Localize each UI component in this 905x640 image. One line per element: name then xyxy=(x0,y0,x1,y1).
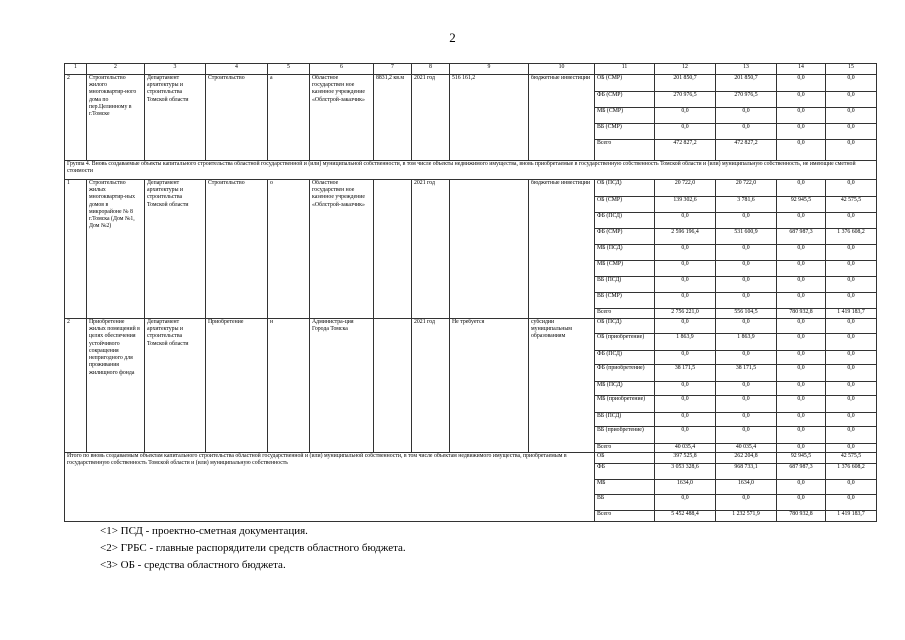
amount-cell: 0,0 xyxy=(826,180,877,197)
amount-cell: 0,0 xyxy=(826,213,877,229)
amount-cell: 531 600,9 xyxy=(716,229,777,245)
amount-cell: 0,0 xyxy=(716,319,777,334)
amount-cell: 0,0 xyxy=(655,427,716,444)
amount-cell: 0,0 xyxy=(826,396,877,413)
amount-cell: 270 976,5 xyxy=(716,92,777,108)
amount-cell: 0,0 xyxy=(655,319,716,334)
amount-cell: 0,0 xyxy=(777,495,826,511)
object-name: Строительство жилых многоквартир-ных домов в микрорайоне № 8 г.Томска (Дом №1, Дом №2) xyxy=(87,180,145,319)
funding-source: ВБ xyxy=(595,495,655,511)
amount-cell: 0,0 xyxy=(826,92,877,108)
amount-cell: 0,0 xyxy=(716,293,777,309)
group-4-title: Группа 4. Вновь создаваемые объекты капитального строительства областной государственной и (или) муниципальной собственности, в том числе объекты недвижимого имущества, вновь приобретаемые в государственную собственность Томской области и (или) муниципальную собственность, не имеющие сметной стоимости xyxy=(65,161,877,180)
funding-source: ФБ (СМР) xyxy=(595,229,655,245)
amount-cell: 0,0 xyxy=(777,319,826,334)
object-year: 2021 год xyxy=(412,319,450,453)
object-customer: Администра-ция Города Томска xyxy=(310,319,374,453)
amount-cell: 0,0 xyxy=(777,75,826,92)
amount-cell: 0,0 xyxy=(655,213,716,229)
amount-cell: 0,0 xyxy=(777,213,826,229)
column-number-5: 5 xyxy=(268,64,310,75)
amount-cell: 0,0 xyxy=(655,277,716,293)
amount-cell: 42 575,5 xyxy=(826,197,877,213)
object-name: Строительство жилого многоквартир-ного дома по пер.Целинному в г.Томске xyxy=(87,75,145,161)
column-number-2: 2 xyxy=(87,64,145,75)
amount-cell: 0,0 xyxy=(777,427,826,444)
funding-source: МБ (СМР) xyxy=(595,261,655,277)
funding-source: ВБ (СМР) xyxy=(595,293,655,309)
funding-source: ОБ (приобретение) xyxy=(595,334,655,351)
amount-cell: 687 987,3 xyxy=(777,464,826,480)
amount-cell: 1 376 608,2 xyxy=(826,464,877,480)
amount-cell: 1634,0 xyxy=(716,480,777,495)
amount-cell: 472 827,2 xyxy=(655,140,716,161)
object-no: 2 xyxy=(65,319,87,453)
amount-cell: 0,0 xyxy=(777,124,826,140)
object-mechanism: бюджетные инвестиции xyxy=(529,180,595,319)
amount-cell: 0,0 xyxy=(716,427,777,444)
column-number-4: 4 xyxy=(206,64,268,75)
column-number-10: 10 xyxy=(529,64,595,75)
amount-cell: 38 171,5 xyxy=(716,365,777,382)
amount-cell: 0,0 xyxy=(777,365,826,382)
page-number: 2 xyxy=(449,30,456,45)
amount-cell: 0,0 xyxy=(655,261,716,277)
object-customer: Областное государствен ное казенное учреждение «Облстрой-заказчик» xyxy=(310,75,374,161)
amount-cell: 0,0 xyxy=(655,293,716,309)
amount-cell: 0,0 xyxy=(826,365,877,382)
object-grbs: Департамент архитектуры и строительства Томской области xyxy=(145,319,206,453)
amount-cell: 3 781,6 xyxy=(716,197,777,213)
amount-cell: 201 850,7 xyxy=(716,75,777,92)
amount-cell: 0,0 xyxy=(716,277,777,293)
funding-source: ОБ xyxy=(595,453,655,464)
amount-cell: 968 733,1 xyxy=(716,464,777,480)
amount-cell: 0,0 xyxy=(826,413,877,427)
amount-cell: 0,0 xyxy=(655,495,716,511)
funding-source: ОБ (СМР) xyxy=(595,75,655,92)
amount-cell: 0,0 xyxy=(716,396,777,413)
amount-cell: 1 232 571,9 xyxy=(716,511,777,522)
column-number-7: 7 xyxy=(374,64,412,75)
amount-cell: 0,0 xyxy=(777,140,826,161)
amount-cell: 0,0 xyxy=(777,92,826,108)
funding-source: МБ (ПСД) xyxy=(595,382,655,396)
object-status: н xyxy=(268,319,310,453)
amount-cell: 92 945,5 xyxy=(777,453,826,464)
group-title-row xyxy=(65,161,877,180)
funding-source: ФБ xyxy=(595,464,655,480)
footnote-ob: <3> ОБ - средства областного бюджета. xyxy=(100,559,286,571)
capital-construction-table xyxy=(64,63,877,522)
object-name: Приобретение жилых помещений в целях обеспечения устойчивого сокращения непригодного для проживания жилищного фонда xyxy=(87,319,145,453)
amount-cell: 0,0 xyxy=(777,261,826,277)
amount-cell: 0,0 xyxy=(826,277,877,293)
object-capacity xyxy=(374,180,412,319)
amount-cell: 780 932,8 xyxy=(777,511,826,522)
amount-cell: 0,0 xyxy=(826,427,877,444)
amount-cell: 42 575,5 xyxy=(826,453,877,464)
amount-cell: 0,0 xyxy=(777,396,826,413)
amount-cell: 1 376 608,2 xyxy=(826,229,877,245)
table-row xyxy=(65,75,877,92)
funding-source: ВБ (СМР) xyxy=(595,124,655,140)
amount-cell: 0,0 xyxy=(777,351,826,365)
column-number-9: 9 xyxy=(450,64,529,75)
header-row xyxy=(65,64,877,75)
object-kind: Строительство xyxy=(206,180,268,319)
amount-cell: 0,0 xyxy=(655,351,716,365)
amount-cell: 40 035,4 xyxy=(655,444,716,453)
amount-cell: 0,0 xyxy=(826,351,877,365)
object-mechanism: бюджетные инвестиции xyxy=(529,75,595,161)
object-status: а xyxy=(268,75,310,161)
amount-cell: 0,0 xyxy=(826,75,877,92)
amount-cell: 0,0 xyxy=(655,396,716,413)
amount-cell: 1 863,9 xyxy=(655,334,716,351)
amount-cell: 0,0 xyxy=(777,180,826,197)
amount-cell: 0,0 xyxy=(716,413,777,427)
funding-source: МБ (ПСД) xyxy=(595,245,655,261)
column-number-13: 13 xyxy=(716,64,777,75)
amount-cell: 0,0 xyxy=(826,124,877,140)
amount-cell: 38 171,5 xyxy=(655,365,716,382)
amount-cell: 1 863,9 xyxy=(716,334,777,351)
amount-cell: 2 756 221,0 xyxy=(655,309,716,319)
funding-source: МБ xyxy=(595,480,655,495)
funding-source: ОБ (ПСД) xyxy=(595,319,655,334)
amount-cell: 0,0 xyxy=(777,108,826,124)
funding-source: Всего xyxy=(595,444,655,453)
amount-cell: 0,0 xyxy=(826,382,877,396)
amount-cell: 0,0 xyxy=(826,495,877,511)
amount-cell: 0,0 xyxy=(716,108,777,124)
object-kind: Строительство xyxy=(206,75,268,161)
amount-cell: 262 204,8 xyxy=(716,453,777,464)
amount-cell: 0,0 xyxy=(655,382,716,396)
amount-cell: 270 976,5 xyxy=(655,92,716,108)
amount-cell: 0,0 xyxy=(655,124,716,140)
amount-cell: 20 722,0 xyxy=(655,180,716,197)
amount-cell: 0,0 xyxy=(777,480,826,495)
object-cost: Не требуется xyxy=(450,319,529,453)
amount-cell: 0,0 xyxy=(777,382,826,396)
object-no: 2 xyxy=(65,75,87,161)
object-capacity: 8831,2 кв.м xyxy=(374,75,412,161)
amount-cell: 687 987,3 xyxy=(777,229,826,245)
amount-cell: 0,0 xyxy=(826,245,877,261)
funding-source: ОБ (ПСД) xyxy=(595,180,655,197)
object-customer: Областное государствен ное казенное учреждение «Облстрой-заказчик» xyxy=(310,180,374,319)
object-no: 1 xyxy=(65,180,87,319)
amount-cell: 1 419 183,7 xyxy=(826,511,877,522)
amount-cell: 0,0 xyxy=(777,245,826,261)
amount-cell: 139 302,6 xyxy=(655,197,716,213)
amount-cell: 0,0 xyxy=(655,413,716,427)
funding-source: МБ (СМР) xyxy=(595,108,655,124)
column-number-15: 15 xyxy=(826,64,877,75)
amount-cell: 0,0 xyxy=(716,261,777,277)
column-number-6: 6 xyxy=(310,64,374,75)
funding-source: Всего xyxy=(595,309,655,319)
amount-cell: 0,0 xyxy=(716,213,777,229)
object-grbs: Департамент архитектуры и строительства Томской области xyxy=(145,75,206,161)
funding-source: ФБ (приобретение) xyxy=(595,365,655,382)
amount-cell: 2 596 196,4 xyxy=(655,229,716,245)
amount-cell: 0,0 xyxy=(777,293,826,309)
amount-cell: 472 827,2 xyxy=(716,140,777,161)
amount-cell: 0,0 xyxy=(826,261,877,277)
amount-cell: 0,0 xyxy=(826,293,877,309)
funding-source: МБ (приобретение) xyxy=(595,396,655,413)
funding-source: ФБ (СМР) xyxy=(595,92,655,108)
amount-cell: 397 525,8 xyxy=(655,453,716,464)
table-row xyxy=(65,319,877,334)
amount-cell: 201 850,7 xyxy=(655,75,716,92)
footnote-psd: <1> ПСД - проектно-сметная документация. xyxy=(100,525,308,537)
amount-cell: 1 419 183,7 xyxy=(826,309,877,319)
amount-cell: 0,0 xyxy=(777,334,826,351)
object-cost: 516 161,2 xyxy=(450,75,529,161)
funding-source: ОБ (СМР) xyxy=(595,197,655,213)
amount-cell: 1634,0 xyxy=(655,480,716,495)
amount-cell: 3 053 328,6 xyxy=(655,464,716,480)
object-year: 2021 год xyxy=(412,75,450,161)
column-number-11: 11 xyxy=(595,64,655,75)
amount-cell: 0,0 xyxy=(826,480,877,495)
object-grbs: Департамент архитектуры и строительства Томской области xyxy=(145,180,206,319)
amount-cell: 0,0 xyxy=(777,444,826,453)
column-number-8: 8 xyxy=(412,64,450,75)
amount-cell: 0,0 xyxy=(716,382,777,396)
amount-cell: 0,0 xyxy=(716,245,777,261)
total-row xyxy=(65,453,877,464)
amount-cell: 0,0 xyxy=(826,319,877,334)
amount-cell: 5 452 488,4 xyxy=(655,511,716,522)
amount-cell: 40 035,4 xyxy=(716,444,777,453)
amount-cell: 0,0 xyxy=(655,108,716,124)
amount-cell: 0,0 xyxy=(777,413,826,427)
amount-cell: 0,0 xyxy=(826,140,877,161)
funding-source: ФБ (ПСД) xyxy=(595,351,655,365)
object-mechanism: субсидии муниципальным образованиям xyxy=(529,319,595,453)
amount-cell: 556 104,5 xyxy=(716,309,777,319)
column-number-3: 3 xyxy=(145,64,206,75)
amount-cell: 92 945,5 xyxy=(777,197,826,213)
object-status: о xyxy=(268,180,310,319)
amount-cell: 0,0 xyxy=(716,351,777,365)
amount-cell: 780 932,8 xyxy=(777,309,826,319)
object-cost xyxy=(450,180,529,319)
amount-cell: 20 722,0 xyxy=(716,180,777,197)
footnotes xyxy=(100,523,406,574)
funding-source: ВБ (приобретение) xyxy=(595,427,655,444)
amount-cell: 0,0 xyxy=(826,108,877,124)
amount-cell: 0,0 xyxy=(716,495,777,511)
amount-cell: 0,0 xyxy=(655,245,716,261)
amount-cell: 0,0 xyxy=(716,124,777,140)
amount-cell: 0,0 xyxy=(826,334,877,351)
funding-source: ВБ (ПСД) xyxy=(595,413,655,427)
funding-source: ВБ (ПСД) xyxy=(595,277,655,293)
amount-cell: 0,0 xyxy=(826,444,877,453)
amount-cell: 0,0 xyxy=(777,277,826,293)
table-row xyxy=(65,180,877,197)
funding-source: Всего xyxy=(595,511,655,522)
object-year: 2021 год xyxy=(412,180,450,319)
object-kind: Приобретение xyxy=(206,319,268,453)
column-number-12: 12 xyxy=(655,64,716,75)
object-capacity xyxy=(374,319,412,453)
column-number-1: 1 xyxy=(65,64,87,75)
funding-source: ФБ (ПСД) xyxy=(595,213,655,229)
footnote-grbs: <2> ГРБС - главные распорядители средств областного бюджета. xyxy=(100,542,406,554)
total-label: Итого по вновь создаваемым объектам капитального строительства областной государственной и (или) муниципальной собственности, в том числе объектам недвижимого имущества, приобретаемым в государственную собственность Томской области и (или) муниципальную собственность xyxy=(65,453,595,522)
funding-source: Всего xyxy=(595,140,655,161)
column-number-14: 14 xyxy=(777,64,826,75)
